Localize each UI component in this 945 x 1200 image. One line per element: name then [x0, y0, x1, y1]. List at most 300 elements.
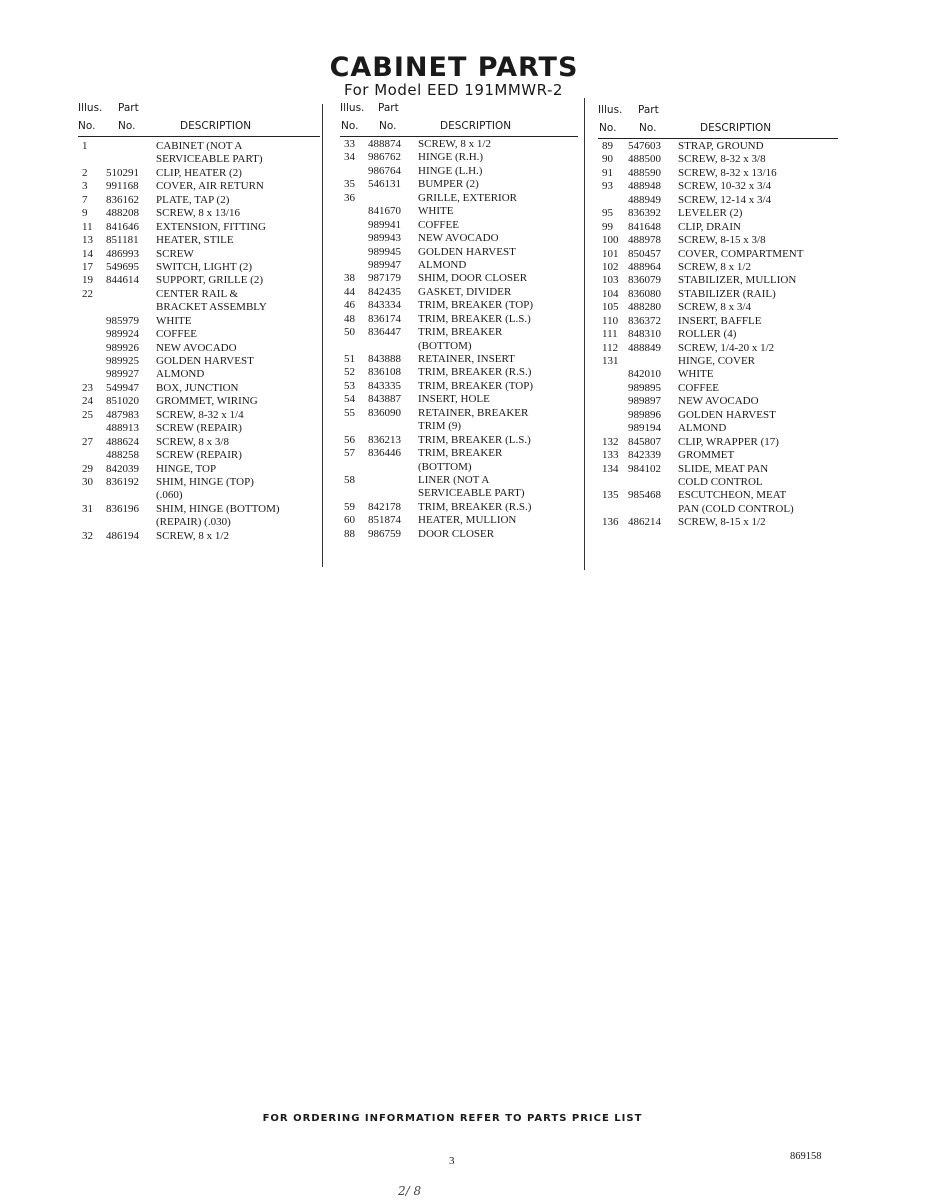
part-number: 989943 [368, 232, 401, 245]
part-description: SHIM, HINGE (BOTTOM) [156, 502, 280, 515]
illus-number: 14 [82, 247, 93, 260]
part-description: COFFEE [678, 381, 719, 394]
illus-number: 105 [602, 301, 619, 314]
part-description: INSERT, BAFFLE [678, 314, 762, 327]
part-number: 836213 [368, 433, 401, 446]
parts-row [78, 530, 320, 543]
part-description: COFFEE [156, 328, 197, 341]
part-description: WHITE [678, 368, 714, 381]
part-number: 989924 [106, 328, 139, 341]
parts-column-1 [78, 102, 320, 543]
part-description: SWITCH, LIGHT (2) [156, 260, 253, 273]
part-description: SCREW, 8-32 x 1/4 [156, 408, 244, 421]
part-description: ALMOND [156, 368, 205, 381]
part-description: SCREW, 8 x 1/2 [678, 260, 751, 273]
part-number: 841670 [368, 205, 401, 218]
illus-number: 24 [82, 395, 93, 408]
parts-row [598, 355, 838, 368]
illus-number: 99 [602, 220, 613, 233]
part-description: SCREW, 1/4-20 x 1/2 [678, 341, 775, 354]
part-number: 991168 [106, 180, 139, 193]
parts-row [598, 328, 838, 341]
parts-row [78, 288, 320, 301]
part-number: 989895 [628, 381, 661, 394]
parts-row [598, 436, 838, 449]
header-illus-no: No. [599, 122, 617, 134]
part-number: 488849 [628, 341, 661, 354]
parts-row [598, 261, 838, 274]
parts-row [78, 463, 320, 476]
part-description: GASKET, DIVIDER [418, 285, 512, 298]
part-description: ESCUTCHEON, MEAT [678, 489, 787, 502]
part-number: 836446 [368, 447, 401, 460]
part-description: CENTER RAIL & [156, 287, 239, 300]
header-illus: Illus. [78, 102, 103, 114]
part-description: TRIM, BREAKER [418, 447, 503, 460]
part-description: NEW AVOCADO [678, 395, 759, 408]
part-number: 510291 [106, 166, 139, 179]
parts-row [598, 140, 838, 153]
parts-row [598, 274, 838, 287]
part-description: TRIM, BREAKER (L.S.) [418, 433, 531, 446]
illus-number: 51 [344, 353, 355, 365]
illus-number: 132 [602, 435, 619, 448]
part-number: 850457 [628, 247, 661, 260]
illus-number: 35 [344, 178, 355, 191]
part-number: 843335 [368, 379, 401, 392]
parts-row [598, 449, 838, 462]
part-number: 546131 [368, 178, 401, 191]
illus-number: 103 [602, 274, 619, 287]
part-description: SCREW (REPAIR) [156, 422, 242, 435]
parts-row [78, 194, 320, 207]
part-description: SHIM, DOOR CLOSER [418, 272, 528, 285]
illus-number: 25 [82, 408, 93, 421]
part-number: 989896 [628, 408, 661, 421]
illus-number: 46 [344, 299, 355, 312]
part-number: 986764 [368, 164, 401, 177]
parts-row [340, 313, 578, 326]
part-description: COFFEE [418, 218, 459, 231]
part-number: 845807 [628, 435, 661, 448]
part-description: LEVELER (2) [678, 207, 743, 220]
parts-row [598, 342, 838, 355]
part-description: WHITE [156, 314, 192, 327]
parts-row [340, 259, 578, 272]
column-divider-1 [322, 104, 323, 567]
part-description: SUPPORT, GRILLE (2) [156, 274, 263, 287]
parts-column-3 [598, 104, 838, 530]
parts-row [598, 395, 838, 408]
parts-row [78, 503, 320, 516]
part-number: 486214 [628, 516, 661, 529]
page-title: CABINET PARTS [329, 52, 579, 83]
illus-number: 19 [82, 274, 93, 287]
header-description: DESCRIPTION [180, 120, 252, 132]
parts-row [340, 380, 578, 393]
illus-number: 53 [344, 379, 355, 392]
part-description: HEATER, STILE [156, 234, 234, 247]
illus-number: 95 [602, 207, 613, 220]
part-description: COLD CONTROL [678, 475, 763, 488]
parts-row [340, 420, 578, 433]
header-description: DESCRIPTION [440, 120, 512, 132]
part-number: 836196 [106, 502, 139, 515]
illus-number: 136 [602, 516, 619, 529]
parts-row [340, 246, 578, 259]
document-number: 869158 [790, 1151, 822, 1162]
part-description: (REPAIR) (.030) [156, 516, 231, 529]
part-number: 989925 [106, 355, 139, 367]
parts-row [340, 219, 578, 232]
parts-row [78, 355, 320, 368]
part-description: HINGE, COVER [678, 355, 755, 367]
parts-row [78, 382, 320, 395]
part-number: 986762 [368, 151, 401, 164]
part-number: 851874 [368, 514, 401, 527]
part-number: 836174 [368, 312, 401, 325]
ordering-footer: FOR ORDERING INFORMATION REFER TO PARTS PRICE LIST [262, 1113, 643, 1124]
part-number: 549695 [106, 260, 139, 273]
parts-row [598, 194, 838, 207]
illus-number: 60 [344, 514, 355, 527]
part-number: 488874 [368, 138, 401, 150]
header-part: Part [378, 102, 399, 114]
part-description: NEW AVOCADO [156, 341, 237, 354]
illus-number: 88 [344, 527, 355, 540]
header-illus: Illus. [598, 104, 623, 116]
part-description: NEW AVOCADO [418, 232, 499, 245]
part-description: COVER, AIR RETURN [156, 180, 264, 193]
parts-row [340, 165, 578, 178]
parts-row [598, 167, 838, 180]
part-number: 989927 [106, 368, 139, 381]
part-description: CABINET (NOT A [156, 140, 243, 152]
parts-row [598, 315, 838, 328]
part-number: 488590 [628, 166, 661, 179]
parts-row [598, 301, 838, 314]
part-description: GROMMET, WIRING [156, 395, 258, 408]
illus-number: 29 [82, 462, 93, 475]
parts-row [78, 301, 320, 314]
part-number: 842435 [368, 285, 401, 298]
parts-row [78, 436, 320, 449]
column-header [340, 102, 578, 137]
parts-row [598, 180, 838, 193]
parts-rows [78, 140, 320, 543]
illus-number: 104 [602, 287, 619, 300]
parts-row [78, 422, 320, 435]
parts-row [340, 151, 578, 164]
part-description: BRACKET ASSEMBLY [156, 301, 267, 314]
part-number: 836108 [368, 366, 401, 379]
part-description: STRAP, GROUND [678, 140, 764, 152]
parts-row [78, 409, 320, 422]
part-number: 985468 [628, 489, 661, 502]
part-description: INSERT, HOLE [418, 393, 490, 406]
part-number: 843334 [368, 299, 401, 312]
part-number: 836447 [368, 326, 401, 339]
parts-row [78, 476, 320, 489]
part-number: 486194 [106, 529, 139, 542]
part-number: 985979 [106, 314, 139, 327]
part-number: 842178 [368, 500, 401, 513]
illus-number: 90 [602, 153, 613, 166]
header-part-no: No. [118, 120, 136, 132]
parts-row [78, 207, 320, 220]
parts-row [340, 353, 578, 366]
column-header [598, 104, 838, 139]
part-number: 842039 [106, 462, 139, 475]
part-description: DOOR CLOSER [418, 527, 495, 540]
parts-row [340, 501, 578, 514]
part-description: SCREW, 8 x 13/16 [156, 207, 240, 220]
part-description: SLIDE, MEAT PAN [678, 462, 769, 475]
part-description: (BOTTOM) [418, 460, 472, 473]
parts-rows [598, 140, 838, 530]
part-number: 488500 [628, 153, 661, 166]
part-description: TRIM, BREAKER [418, 326, 503, 339]
part-number: 984102 [628, 462, 661, 475]
parts-row [340, 232, 578, 245]
part-description: SHIM, HINGE (TOP) [156, 475, 254, 488]
part-description: SCREW, 8-32 x 13/16 [678, 166, 777, 179]
illus-number: 36 [344, 191, 355, 204]
parts-row [340, 474, 578, 487]
part-description: TRIM, BREAKER (L.S.) [418, 312, 531, 325]
part-number: 836079 [628, 274, 661, 287]
illus-number: 13 [82, 234, 93, 247]
parts-row [78, 274, 320, 287]
parts-row [340, 487, 578, 500]
illus-number: 50 [344, 326, 355, 339]
parts-row [340, 514, 578, 527]
part-description: ALMOND [418, 258, 467, 271]
part-description: GRILLE, EXTERIOR [418, 191, 517, 204]
parts-row [78, 395, 320, 408]
parts-row [598, 234, 838, 247]
part-description: HINGE (L.H.) [418, 164, 483, 177]
part-number: 987179 [368, 272, 401, 285]
part-number: 986759 [368, 527, 401, 540]
part-number: 989194 [628, 422, 661, 435]
part-number: 836392 [628, 207, 661, 220]
part-description: HINGE, TOP [156, 462, 217, 475]
illus-number: 101 [602, 247, 619, 260]
illus-number: 3 [82, 180, 88, 193]
part-description: GOLDEN HARVEST [418, 245, 516, 258]
part-description: SERVICEABLE PART) [418, 487, 525, 500]
illus-number: 110 [602, 314, 619, 327]
parts-row [340, 326, 578, 339]
parts-row [598, 288, 838, 301]
parts-row [340, 434, 578, 447]
part-description: SCREW (REPAIR) [156, 449, 242, 462]
part-number: 842010 [628, 368, 661, 381]
parts-row [340, 299, 578, 312]
illus-number: 58 [344, 473, 355, 486]
part-number: 989897 [628, 395, 661, 408]
part-description: RETAINER, INSERT [418, 353, 515, 365]
part-description: (.060) [156, 489, 183, 502]
part-number: 488949 [628, 193, 661, 206]
illus-number: 89 [602, 140, 613, 152]
parts-row [340, 528, 578, 541]
illus-number: 91 [602, 166, 613, 179]
parts-row [340, 205, 578, 218]
part-description: WHITE [418, 205, 454, 218]
part-number: 488913 [106, 422, 139, 435]
part-number: 836080 [628, 287, 661, 300]
part-description: COVER, COMPARTMENT [678, 247, 804, 260]
illus-number: 111 [602, 328, 618, 341]
part-description: HEATER, MULLION [418, 514, 517, 527]
header-part: Part [118, 102, 139, 114]
part-number: 843887 [368, 393, 401, 406]
illus-number: 7 [82, 193, 88, 206]
illus-number: 31 [82, 502, 93, 515]
column-divider-2 [584, 98, 585, 570]
part-description: TRIM, BREAKER (TOP) [418, 379, 533, 392]
part-description: SCREW, 8-15 x 3/8 [678, 234, 766, 247]
header-part-no: No. [379, 120, 397, 132]
parts-rows [340, 138, 578, 541]
part-description: SCREW, 8 x 1/2 [418, 138, 491, 150]
illus-number: 23 [82, 381, 93, 394]
illus-number: 44 [344, 285, 355, 298]
illus-number: 131 [602, 355, 619, 367]
part-number: 851181 [106, 234, 139, 247]
illus-number: 27 [82, 435, 93, 448]
handwritten-mark: 2/ 8 [398, 1184, 422, 1198]
part-description: SCREW, 8 x 3/4 [678, 301, 751, 314]
parts-row [78, 180, 320, 193]
parts-row [598, 516, 838, 529]
parts-row [598, 382, 838, 395]
illus-number: 135 [602, 489, 619, 502]
part-number: 851020 [106, 395, 139, 408]
parts-row [340, 178, 578, 191]
illus-number: 57 [344, 447, 355, 460]
illus-number: 30 [82, 475, 93, 488]
parts-row [78, 449, 320, 462]
parts-row [78, 342, 320, 355]
part-number: 836090 [368, 406, 401, 419]
illus-number: 11 [82, 220, 93, 233]
parts-row [340, 447, 578, 460]
part-description: SCREW, 8-32 x 3/8 [678, 153, 766, 166]
part-description: BUMPER (2) [418, 178, 479, 191]
part-description: SERVICEABLE PART) [156, 153, 263, 166]
part-description: STABILIZER, MULLION [678, 274, 797, 287]
part-number: 488258 [106, 449, 139, 462]
parts-row [78, 315, 320, 328]
parts-row [340, 407, 578, 420]
part-number: 488964 [628, 260, 661, 273]
illus-number: 9 [82, 207, 88, 220]
parts-row [598, 207, 838, 220]
part-description: ALMOND [678, 422, 727, 435]
part-description: ROLLER (4) [678, 328, 737, 341]
part-description: SCREW, 8-15 x 1/2 [678, 516, 766, 529]
parts-row [598, 503, 838, 516]
parts-row [78, 140, 320, 153]
parts-row [78, 167, 320, 180]
illus-number: 1 [82, 140, 88, 152]
part-number: 989945 [368, 245, 401, 258]
header-illus-no: No. [78, 120, 96, 132]
header-description: DESCRIPTION [700, 122, 772, 134]
part-description: TRIM, BREAKER (R.S.) [418, 366, 532, 379]
part-number: 842339 [628, 449, 661, 462]
part-number: 488208 [106, 207, 139, 220]
part-description: BOX, JUNCTION [156, 381, 239, 394]
part-number: 848310 [628, 328, 661, 341]
illus-number: 48 [344, 312, 355, 325]
part-number: 989947 [368, 258, 401, 271]
parts-row [598, 476, 838, 489]
parts-row [598, 422, 838, 435]
part-description: STABILIZER (RAIL) [678, 287, 776, 300]
parts-row [340, 393, 578, 406]
part-description: (BOTTOM) [418, 339, 472, 352]
parts-row [78, 234, 320, 247]
illus-number: 112 [602, 341, 619, 354]
illus-number: 56 [344, 433, 355, 446]
illus-number: 55 [344, 406, 355, 419]
parts-column-2 [340, 102, 578, 541]
page-number: 3 [449, 1155, 455, 1167]
part-number: 836162 [106, 193, 139, 206]
part-number: 488624 [106, 435, 139, 448]
part-description: SCREW [156, 247, 194, 260]
part-description: HINGE (R.H.) [418, 151, 484, 164]
parts-row [340, 340, 578, 353]
illus-number: 59 [344, 500, 355, 513]
part-number: 841646 [106, 220, 139, 233]
part-description: SCREW, 10-32 x 3/4 [678, 180, 772, 193]
part-description: GOLDEN HARVEST [156, 355, 254, 367]
part-description: GROMMET [678, 449, 735, 462]
part-number: 486993 [106, 247, 139, 260]
parts-row [340, 286, 578, 299]
illus-number: 32 [82, 529, 93, 542]
illus-number: 134 [602, 462, 619, 475]
part-number: 487983 [106, 408, 139, 421]
parts-row [340, 366, 578, 379]
parts-row [598, 153, 838, 166]
parts-row [78, 516, 320, 529]
illus-number: 34 [344, 151, 355, 164]
part-number: 841648 [628, 220, 661, 233]
model-subtitle: For Model EED 191MMWR-2 [344, 81, 563, 99]
part-description: PLATE, TAP (2) [156, 193, 230, 206]
parts-row [598, 489, 838, 502]
part-description: TRIM (9) [418, 420, 462, 433]
parts-row [78, 248, 320, 261]
part-number: 488280 [628, 301, 661, 314]
part-number: 836372 [628, 314, 661, 327]
part-number: 844614 [106, 274, 139, 287]
part-description: SCREW, 8 x 3/8 [156, 435, 229, 448]
part-description: TRIM, BREAKER (R.S.) [418, 500, 532, 513]
part-number: 488948 [628, 180, 661, 193]
parts-row [598, 463, 838, 476]
part-number: 488978 [628, 234, 661, 247]
parts-row [78, 153, 320, 166]
part-description: SCREW, 12-14 x 3/4 [678, 193, 772, 206]
parts-row [78, 368, 320, 381]
